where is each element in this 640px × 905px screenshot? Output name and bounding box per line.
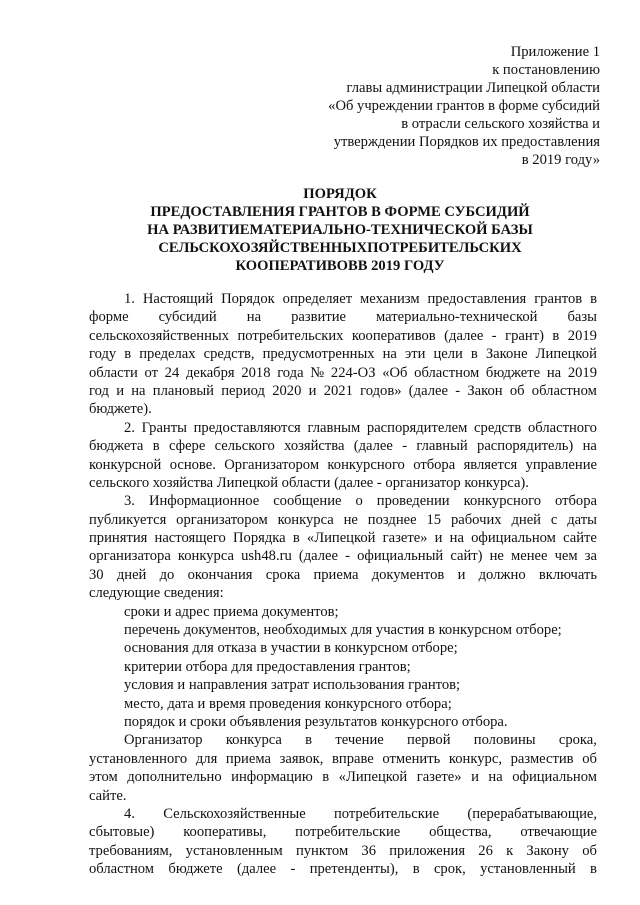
document-title (70, 185, 610, 275)
text-line: 2. Гранты предоставляются главным распорядителем средств областного (124, 419, 597, 436)
text-line: сельскохозяйственных потребительских кооперативов (далее - грант) в 2019 (89, 327, 597, 344)
list-item: основания для отказа в участии в конкурсном отборе; (124, 640, 458, 657)
title-line: КООПЕРАТИВОВВ 2019 ГОДУ (235, 258, 445, 274)
text-line: конкурсной основе. Организатором конкурсного отбора является управление (89, 456, 597, 473)
list-item: перечень документов, необходимых для участия в конкурсном отборе; (124, 622, 562, 639)
appendix-line: главы администрации Липецкой области (346, 80, 600, 96)
text-line: 1. Настоящий Порядок определяет механизм предоставления грантов в (124, 291, 597, 307)
appendix-header (328, 43, 600, 169)
appendix-line: Приложение 1 (510, 44, 600, 60)
title-line: СЕЛЬСКОХОЗЯЙСТВЕННЫХПОТРЕБИТЕЛЬСКИХ (158, 240, 522, 256)
text-line: 4. Сельскохозяйственные потребительские (перерабатывающие, (124, 805, 597, 822)
text-line: форме субсидий на развитие материально-технической базы (89, 309, 597, 326)
text-line: публикуется организатором конкурса не позднее 15 рабочих дней с даты (89, 511, 597, 528)
text-line: сбытовые) кооперативы, потребительские общества, отвечающие (89, 824, 597, 841)
text-line: сельского хозяйства Липецкой области (далее - организатор конкурса). (89, 474, 529, 491)
title-line: ПОРЯДОК (303, 186, 377, 202)
document-body (89, 290, 597, 879)
text-line: Организатор конкурса в течение первой половины срока, (124, 732, 597, 749)
text-line: сайте. (89, 787, 127, 804)
text-line: 30 дней до окончания срока приема документов и должно включать (89, 566, 597, 583)
text-line: этом дополнительно информацию в «Липецкой газете» и на официальном (89, 769, 597, 786)
text-line: бюджета в сфере сельского хозяйства (далее - главный распорядитель) на (89, 438, 597, 455)
text-line: году в пределах средств, предусмотренных на эти цели в Законе Липецкой (89, 346, 597, 363)
title-line: ПРЕДОСТАВЛЕНИЯ ГРАНТОВ В ФОРМЕ СУБСИДИЙ (150, 204, 530, 220)
appendix-line: в 2019 году» (521, 152, 600, 168)
text-line: 3. Информационное сообщение о проведении конкурсного отбора (124, 493, 597, 510)
list-item: место, дата и время проведения конкурсного отбора; (124, 695, 452, 712)
list-item: порядок и сроки объявления результатов конкурсного отбора. (124, 713, 508, 730)
appendix-line: к постановлению (492, 62, 600, 78)
text-line: бюджете). (89, 401, 152, 418)
text-line: организатора конкурса ush48.ru (далее - официальный сайт) не менее чем за (89, 548, 597, 565)
title-line: НА РАЗВИТИЕМАТЕРИАЛЬНО-ТЕХНИЧЕСКОЙ БАЗЫ (147, 222, 533, 238)
list-item: критерии отбора для предоставления грантов; (124, 658, 411, 675)
list-item: условия и направления затрат использования грантов; (124, 677, 461, 694)
text-line: следующие сведения: (89, 585, 224, 602)
text-line: год и на плановый период 2020 и 2021 годов» (далее - Закон об областном (89, 382, 597, 399)
appendix-line: в отрасли сельского хозяйства и (401, 116, 600, 132)
text-line: области от 24 декабря 2018 года № 224-ОЗ «Об областном бюджете на 2019 (89, 364, 597, 381)
appendix-line: утверждении Порядков их предоставления (333, 134, 600, 150)
list-item: сроки и адрес приема документов; (124, 603, 339, 620)
text-line: областном бюджете (далее - претенденты), в срок, установленный в (89, 861, 597, 878)
appendix-line: «Об учреждении грантов в форме субсидий (328, 98, 600, 114)
text-line: принятия настоящего Порядка в «Липецкой газете» и на официальном сайте (89, 530, 597, 547)
text-line: требованиям, установленным пунктом 36 приложения 26 к Закону об (89, 842, 597, 859)
text-line: установленного для приема заявок, вправе отменить конкурс, разместив об (89, 750, 597, 767)
